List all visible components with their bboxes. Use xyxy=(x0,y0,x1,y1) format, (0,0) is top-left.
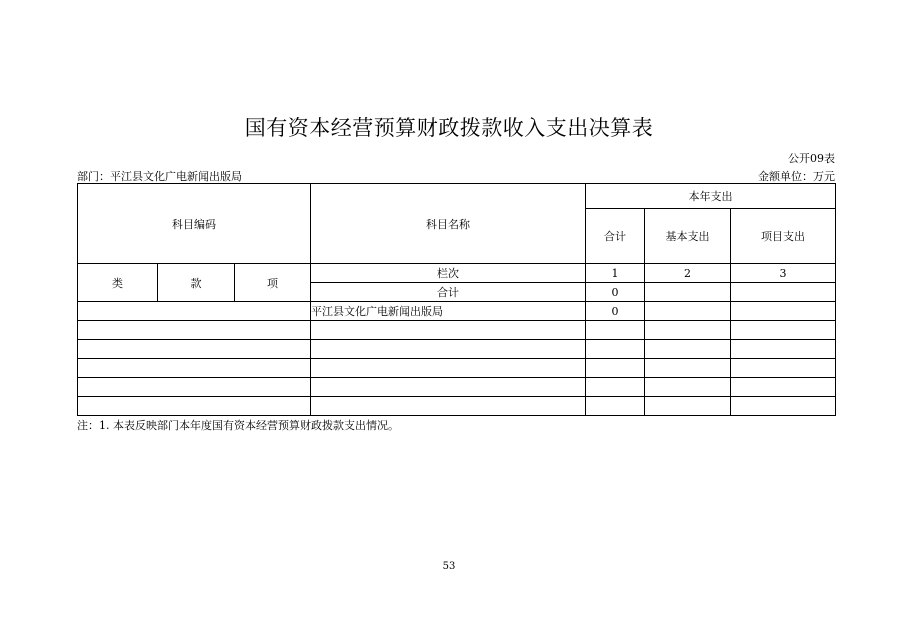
table-row xyxy=(78,321,836,340)
page-title: 国有资本经营预算财政拨款收入支出决算表 xyxy=(244,116,654,140)
dept-label: 平江县文化广电新闻出版局 xyxy=(311,302,586,321)
header-basic: 基本支出 xyxy=(645,209,731,264)
table-row xyxy=(78,359,836,378)
code-kuan: 款 xyxy=(158,264,235,302)
table-row xyxy=(78,302,836,321)
header-row xyxy=(78,184,836,209)
total-basic xyxy=(645,283,731,302)
footnote: 注：1. 本表反映部门本年度国有资本经营预算财政拨款支出情况。 xyxy=(77,419,399,432)
header-code: 科目编码 xyxy=(78,184,311,264)
dept-basic xyxy=(645,302,731,321)
lanci-1: 1 xyxy=(586,264,645,283)
lanci-3: 3 xyxy=(731,264,836,283)
dept-total: 0 xyxy=(586,302,645,321)
unit-label: 金额单位：万元 xyxy=(758,170,835,183)
total-project xyxy=(731,283,836,302)
table-row xyxy=(78,397,836,416)
page-number: 53 xyxy=(442,561,456,572)
dept-project xyxy=(731,302,836,321)
code-lei: 类 xyxy=(78,264,158,302)
header-total: 合计 xyxy=(586,209,645,264)
department-label: 部门：平江县文化广电新闻出版局 xyxy=(77,170,242,183)
code-xiang: 项 xyxy=(235,264,311,302)
total-value: 0 xyxy=(586,283,645,302)
table-row xyxy=(78,264,836,283)
header-name: 科目名称 xyxy=(311,184,586,264)
lanci-label: 栏次 xyxy=(311,264,586,283)
lanci-2: 2 xyxy=(645,264,731,283)
header-year-expense: 本年支出 xyxy=(586,184,836,209)
form-number: 公开09表 xyxy=(788,152,835,165)
table-row xyxy=(78,378,836,397)
table-row xyxy=(78,340,836,359)
report-table xyxy=(77,183,836,416)
header-project: 项目支出 xyxy=(731,209,836,264)
total-label: 合计 xyxy=(311,283,586,302)
